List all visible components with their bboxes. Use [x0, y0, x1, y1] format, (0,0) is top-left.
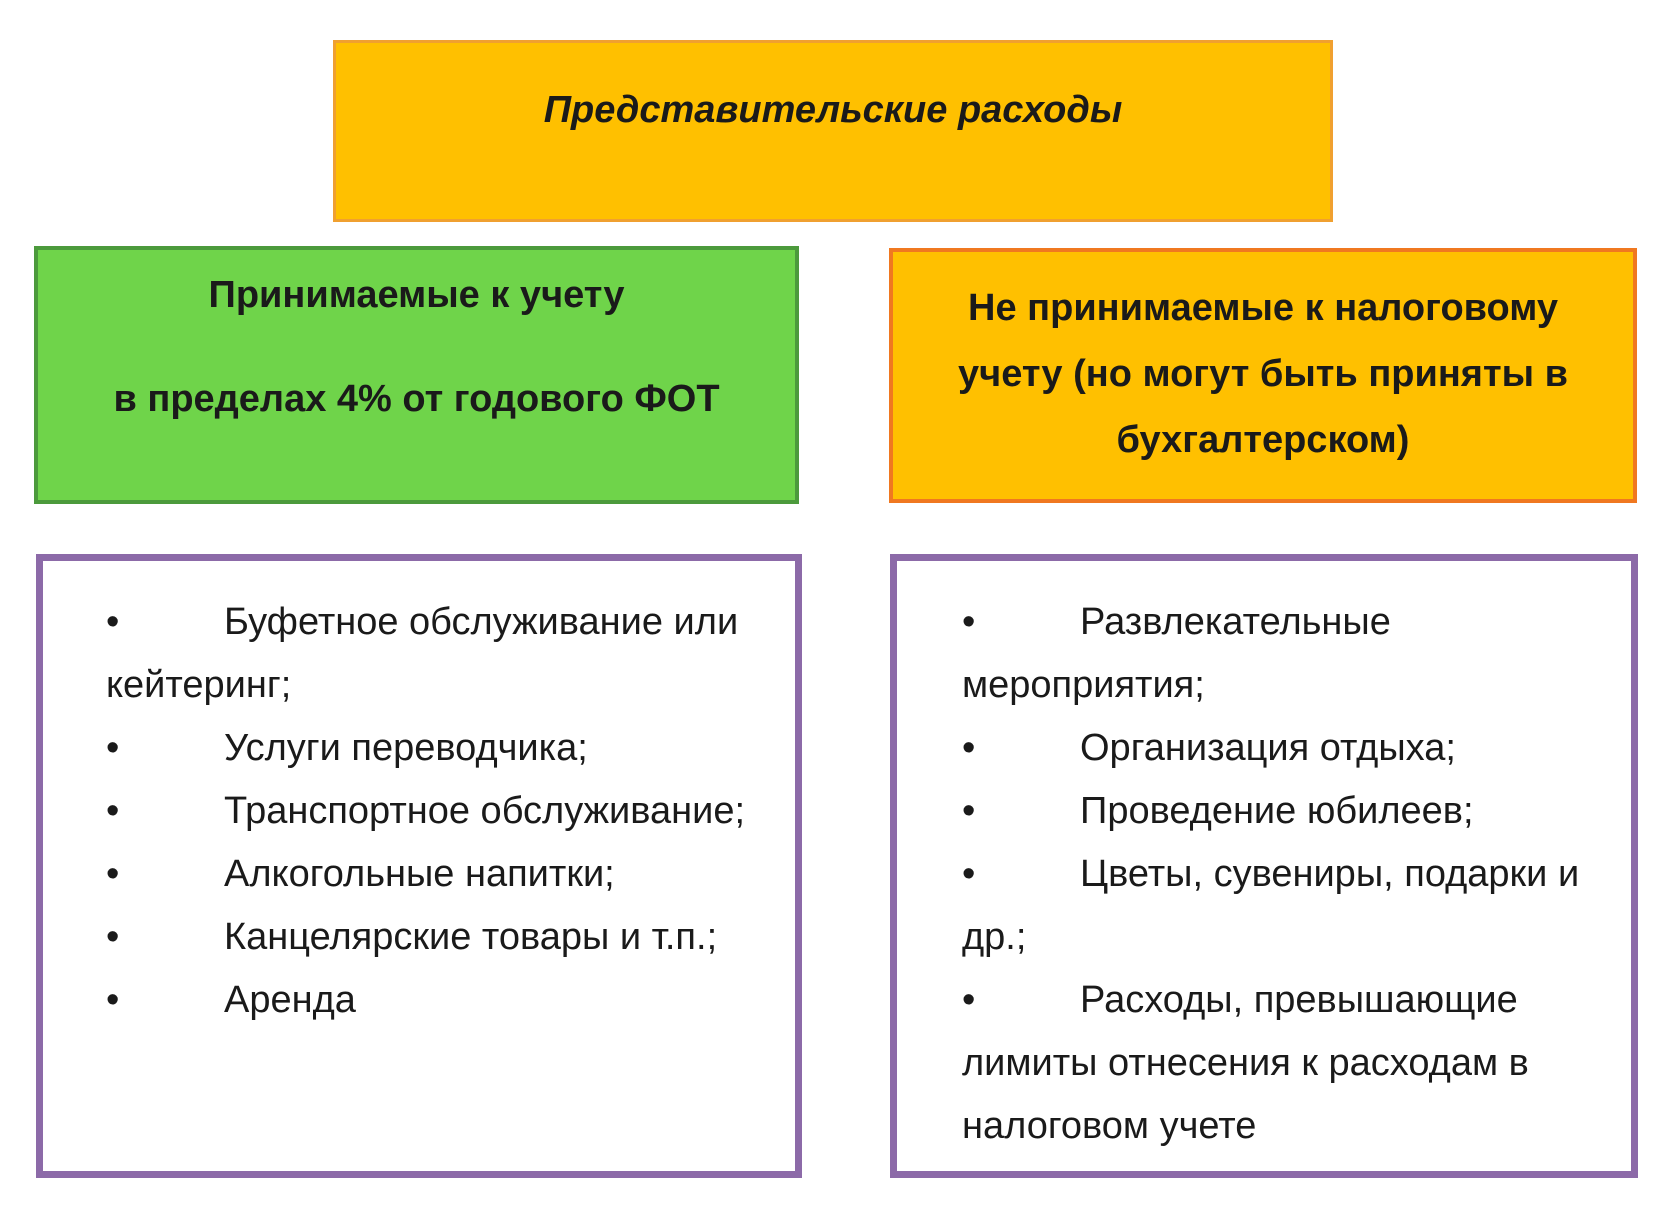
bullet-icon: • [962, 601, 976, 643]
list-item-text: Развлекательные мероприятия; [962, 601, 1391, 706]
list-item-text: Расходы, превышающие лимиты отнесения к расходам в налоговом учете [962, 979, 1529, 1147]
list-item [962, 969, 1611, 1158]
not-accepted-list [962, 591, 1611, 1158]
list-item-text: Услуги переводчика; [224, 727, 588, 769]
list-item [106, 717, 755, 780]
bullet-icon: • [962, 979, 976, 1021]
list-item-text: Буфетное обслуживание или кейтеринг; [106, 601, 739, 706]
bullet-icon: • [106, 916, 120, 958]
list-item-text: Алкогольные напитки; [224, 853, 615, 895]
not-accepted-list-box [890, 554, 1638, 1178]
bullet-icon: • [962, 853, 976, 895]
list-item [106, 843, 755, 906]
accepted-list [106, 591, 755, 1032]
list-item [106, 591, 755, 717]
bullet-icon: • [106, 790, 120, 832]
bullet-icon: • [106, 601, 120, 643]
list-item-text: Цветы, сувениры, подарки и др.; [962, 853, 1580, 958]
title-box [333, 40, 1333, 222]
list-item-text: Организация отдыха; [1080, 727, 1456, 769]
list-item-text: Канцелярские товары и т.п.; [224, 916, 718, 958]
diagram-title: Представительские расходы [543, 89, 1123, 131]
not-accepted-header-box [889, 248, 1637, 503]
list-item [962, 843, 1611, 969]
list-item [106, 906, 755, 969]
not-accepted-header-text: Не принимаемые к налоговому учету (но могут быть приняты в бухгалтерском) [958, 286, 1568, 461]
list-item [962, 717, 1611, 780]
list-item [962, 591, 1611, 717]
list-item [106, 780, 755, 843]
accepted-header-line1: Принимаемые к учету [208, 274, 625, 316]
list-item-text: Транспортное обслуживание; [224, 790, 746, 832]
list-item [106, 969, 755, 1032]
accepted-list-box [36, 554, 802, 1178]
accepted-header-line2: в пределах 4% от годового ФОТ [113, 378, 720, 420]
bullet-icon: • [106, 727, 120, 769]
bullet-icon: • [106, 979, 120, 1021]
list-item-text: Аренда [224, 979, 356, 1021]
list-item-text: Проведение юбилеев; [1080, 790, 1474, 832]
bullet-icon: • [106, 853, 120, 895]
bullet-icon: • [962, 727, 976, 769]
bullet-icon: • [962, 790, 976, 832]
accepted-header-box [34, 246, 799, 504]
list-item [962, 780, 1611, 843]
